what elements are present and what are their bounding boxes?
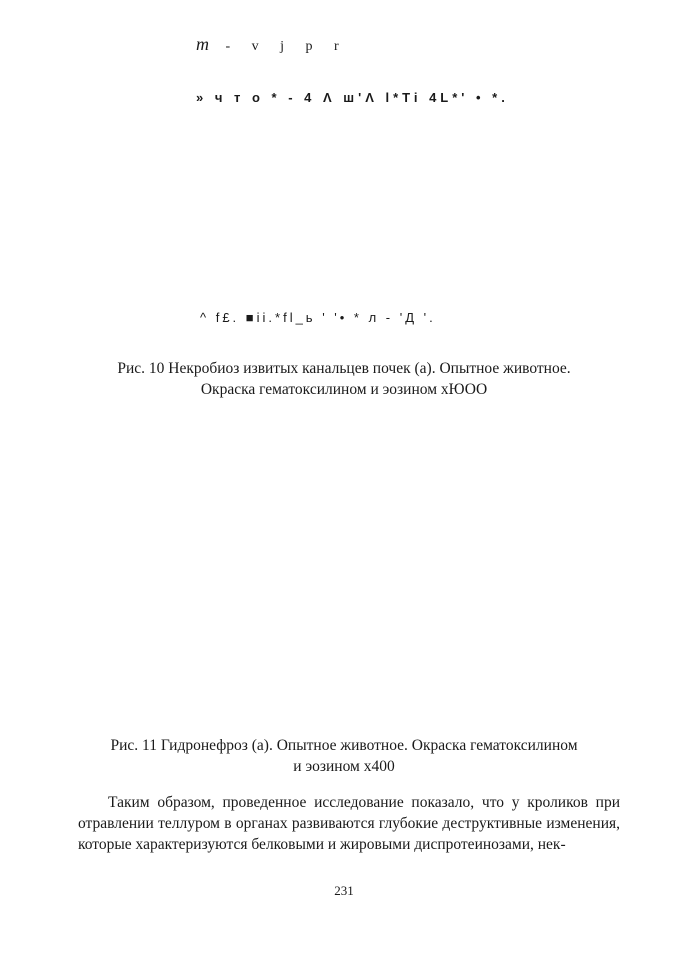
- page-number: 231: [334, 883, 354, 898]
- ocr-artifact-text: - v j p r: [225, 39, 348, 54]
- figure-11-caption: [0, 735, 688, 777]
- figure-11-caption-line-2: и эозином х400: [293, 758, 395, 775]
- figure-11-caption-line-1: Рис. 11 Гидронефроз (а). Опытное животное. Окраска гематоксилином: [110, 737, 578, 754]
- body-paragraph-text: Таким образом, проведенное исследование показало, что у кроликов при отравлении теллуром в органах развиваются глубокие деструктивные изменения, которые характеризуются белковыми и жировыми диспротеинозами, нек-: [78, 794, 620, 853]
- ocr-artifact-line-1: [196, 34, 348, 55]
- figure-10-caption-line-1: Рис. 10 Некробиоз извитых канальцев почек (а). Опытное животное.: [117, 360, 571, 377]
- body-paragraph: [78, 792, 620, 855]
- ocr-artifact-line-3: ^ f£. ■ii.*fl_ь ' '• * л - 'Д '.: [200, 310, 436, 325]
- figure-10-caption-line-2: Окраска гематоксилином и эозином хЮОО: [200, 381, 488, 398]
- ocr-artifact-glyph: m: [196, 34, 213, 54]
- figure-10-caption: [0, 358, 688, 400]
- ocr-artifact-line-2: » ч т о * - 4 Λ ш'Λ l*Ti 4L*' • *.: [196, 90, 509, 105]
